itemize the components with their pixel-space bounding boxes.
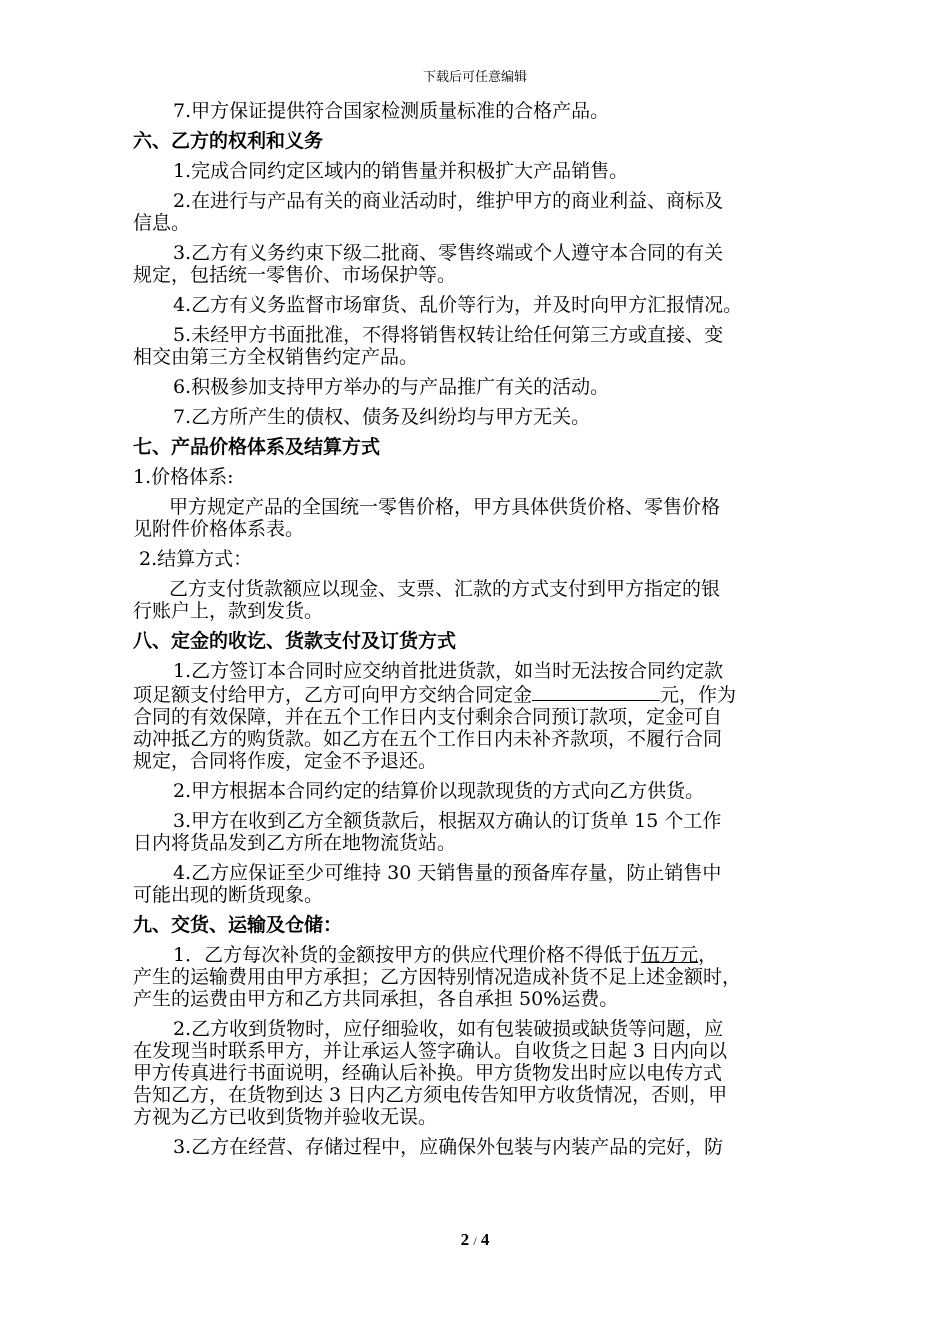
clause-9-2-line1: 2.乙方收到货物时，应仔细验收，如有包装破损或缺货等问题，应 — [173, 1018, 724, 1040]
clause-8-3-line1: 3.甲方在收到乙方全额货款后，根据双方确认的订货单 15 个工作 — [173, 810, 722, 832]
clause-7-1 — [133, 496, 841, 540]
minimum-amount: 伍万元 — [641, 944, 699, 966]
clause-6-3-line2: 规定，包括统一零售价、市场保护等。 — [133, 264, 457, 286]
clause-5-7: 7.甲方保证提供符合国家检测质量标准的合格产品。 — [173, 100, 610, 122]
clause-8-1-line5: 规定，合同将作废，定金不予退还。 — [133, 750, 438, 772]
section-6-title: 六、乙方的权利和义务 — [133, 130, 324, 152]
clause-8-1-line3: 合同的有效保障，并在五个工作日内支付剩余合同预订款项，定金可自 — [133, 706, 723, 728]
clause-8-1-line2-post: 元，作为 — [660, 684, 737, 706]
clause-9-1-line1-pre: 1．乙方每次补货的金额按甲方的供应代理价格不得低于 — [173, 944, 642, 966]
clause-6-3-line1: 3.乙方有义务约束下级二批商、零售终端或个人遵守本合同的有关 — [173, 242, 724, 264]
clause-7-2-line1: 乙方支付货款额应以现金、支票、汇款的方式支付到甲方指定的银 — [169, 578, 721, 600]
clause-6-5-line1: 5.未经甲方书面批准，不得将销售权转让给任何第三方或直接、变 — [173, 324, 724, 346]
clause-9-1-line3: 产生的运费由甲方和乙方共同承担，各自承担 50%运费。 — [133, 988, 619, 1010]
clause-6-2 — [133, 190, 841, 234]
clause-8-2: 2.甲方根据本合同约定的结算价以现款现货的方式向乙方供货。 — [173, 780, 705, 802]
clause-6-5 — [133, 324, 841, 368]
clause-6-7: 7.乙方所产生的债权、债务及纠纷均与甲方无关。 — [173, 406, 591, 428]
clause-8-4-line1: 4.乙方应保证至少可维持 30 天销售量的预备库存量，防止销售中 — [173, 862, 722, 884]
clause-6-6: 6.积极参加支持甲方举办的与产品推广有关的活动。 — [173, 376, 610, 398]
header-note: 下载后可任意编辑 — [422, 70, 527, 85]
page-total: 4 — [480, 1230, 490, 1249]
clause-7-2-line2: 行账户上，款到发货。 — [133, 600, 324, 622]
section-7-title: 七、产品价格体系及结算方式 — [133, 436, 381, 458]
clause-7-1-line1: 甲方规定产品的全国统一零售价格，甲方具体供货价格、零售价格 — [169, 496, 721, 518]
clause-6-2-line1: 2.在进行与产品有关的商业活动时，维护甲方的商业利益、商标及 — [173, 190, 724, 212]
section-9-title: 九、交货、运输及仓储： — [133, 914, 343, 936]
clause-9-1-line1 — [133, 944, 841, 966]
clause-8-1-line2-pre: 项足额支付给甲方，乙方可向甲方交纳合同定金 — [133, 684, 533, 706]
clause-6-2-line2: 信息。 — [133, 212, 191, 234]
clause-7-2 — [133, 578, 841, 622]
clause-6-5-line2: 相交由第三方全权销售约定产品。 — [133, 346, 419, 368]
clause-8-4-line2: 可能出现的断货现象。 — [133, 884, 324, 906]
document-body — [133, 100, 841, 1166]
clause-6-1: 1.完成合同约定区域内的销售量并积极扩大产品销售。 — [173, 160, 629, 182]
clause-8-3-line2: 日内将货品发到乙方所在地物流货站。 — [133, 832, 457, 854]
clause-9-2-line3: 甲方传真进行书面说明，经确认后补换。甲方货物发出时应以电传方式 — [133, 1062, 723, 1084]
clause-8-1-line2 — [133, 682, 841, 706]
subsection-price-system: 1.价格体系: — [133, 466, 234, 488]
clause-9-1-line2: 产生的运输费用由甲方承担；乙方因特别情况造成补货不足上述金额时， — [133, 966, 742, 988]
clause-6-3 — [133, 242, 841, 286]
clause-9-2-line4: 告知乙方，在货物到达 3 日内乙方须电传告知甲方收货情况，否则，甲 — [133, 1084, 728, 1106]
deposit-amount-blank — [532, 682, 660, 701]
clause-9-2 — [133, 1018, 841, 1128]
page-current: 2 — [460, 1230, 470, 1249]
clause-8-4 — [133, 862, 841, 906]
page-number — [0, 1230, 950, 1250]
clause-9-3: 3.乙方在经营、存储过程中，应确保外包装与内装产品的完好，防 — [173, 1136, 724, 1158]
clause-8-1-line4: 动冲抵乙方的购货款。如乙方在五个工作日内未补齐款项，不履行合同 — [133, 728, 723, 750]
clause-8-1-line1: 1.乙方签订本合同时应交纳首批进货款，如当时无法按合同约定款 — [173, 660, 724, 682]
section-8-title: 八、定金的收讫、货款支付及订货方式 — [133, 630, 457, 652]
clause-9-2-line2: 在发现当时联系甲方，并让承运人签字确认。自收货之日起 3 日内向以 — [133, 1040, 728, 1062]
clause-8-1 — [133, 660, 841, 772]
clause-9-1-line1-post: ， — [698, 944, 718, 966]
clause-9-2-line5: 方视为乙方已收到货物并验收无误。 — [133, 1106, 438, 1128]
clause-8-3 — [133, 810, 841, 854]
subsection-settlement: 2.结算方式： — [139, 548, 253, 570]
clause-9-1 — [133, 944, 841, 1010]
clause-7-1-line2: 见附件价格体系表。 — [133, 518, 305, 540]
clause-6-4: 4.乙方有义务监督市场窜货、乱价等行为，并及时向甲方汇报情况。 — [173, 294, 743, 316]
page-separator: / — [473, 1234, 477, 1248]
